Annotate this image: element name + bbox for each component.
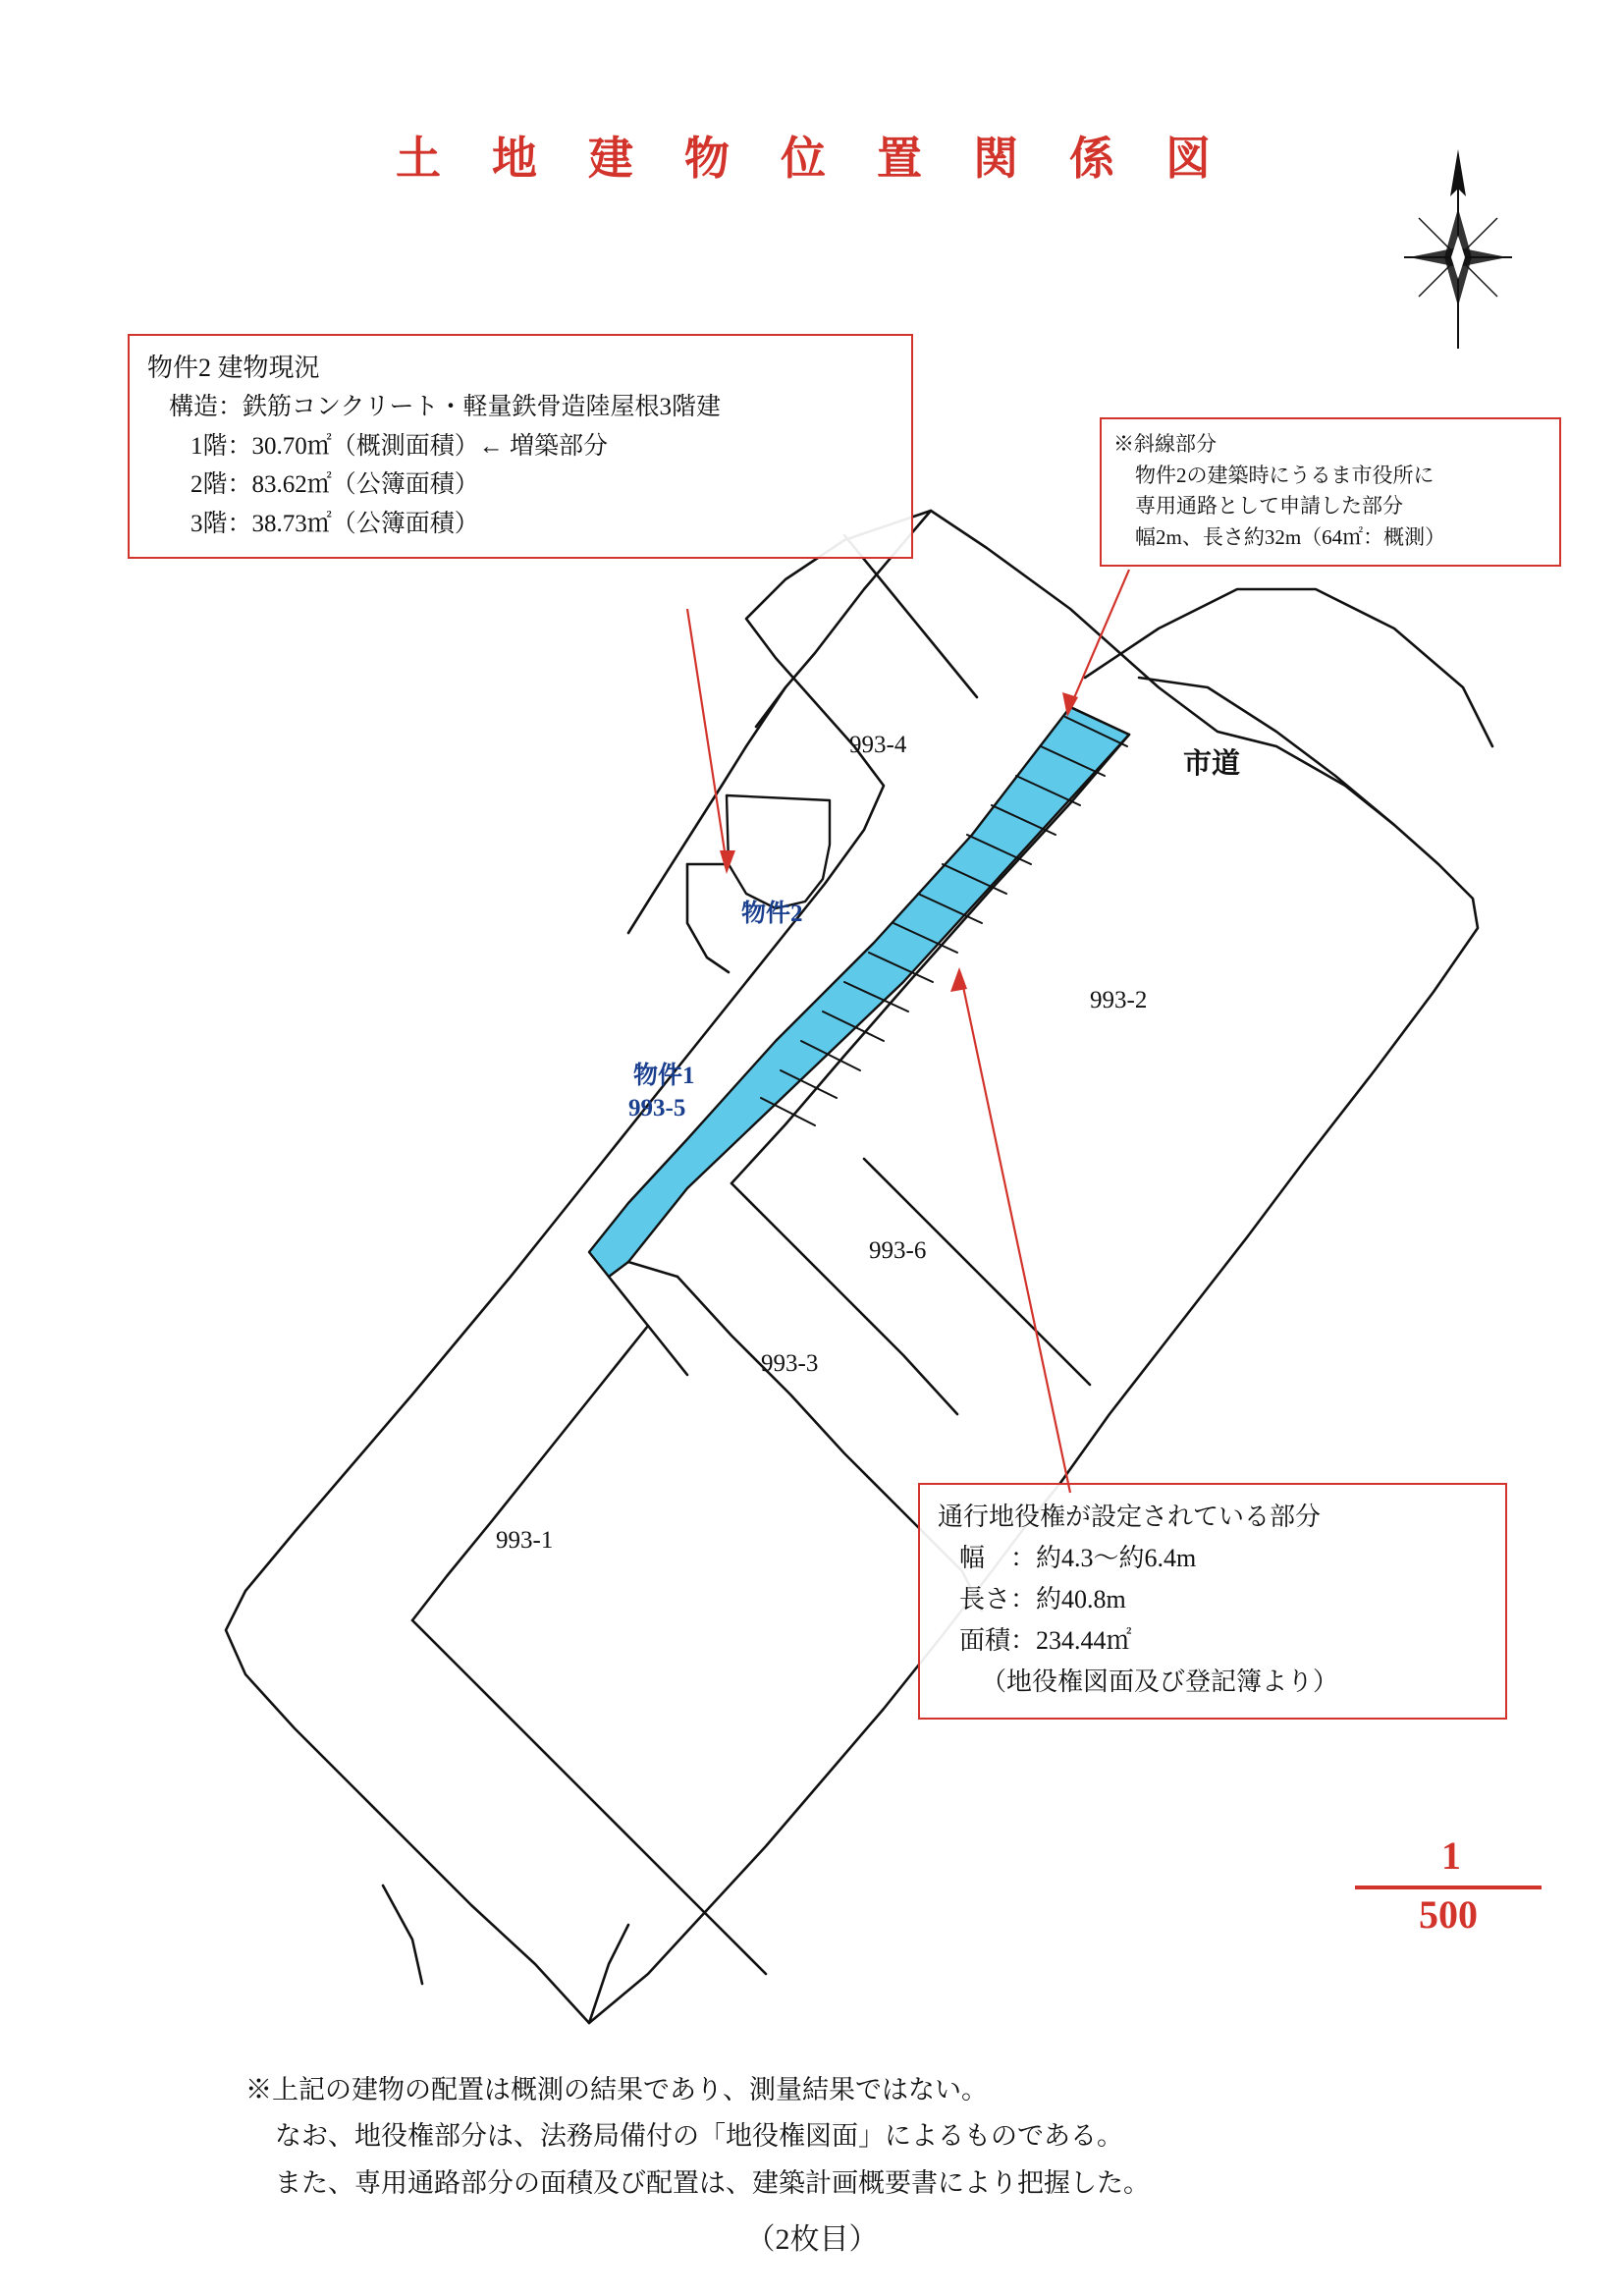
footnote-3: また、専用通路部分の面積及び配置は、建築計画概要書により把握した。: [275, 2167, 1150, 2198]
footnote-1: ※上記の建物の配置は概測の結果であり、測量結果ではない。: [245, 2075, 988, 2105]
callout-easement-line-3: 面積：234.44㎡: [959, 1626, 1132, 1656]
page-title: 土 地 建 物 位 置 関 係 図: [395, 132, 1229, 185]
scale-divider-line: [1355, 1886, 1542, 1889]
footnote-2: なお、地役権部分は、法務局備付の「地役権図面」によるものである。: [275, 2121, 1123, 2152]
callout-easement-heading: 通行地役権が設定されている部分: [938, 1503, 1322, 1531]
callout-building-line-1: 構造：鉄筋コンクリート・軽量鉄骨造陸屋根3階建: [169, 394, 722, 421]
map-label-city-road: 市道: [1183, 748, 1241, 780]
callout-easement-line-4: （地役権図面及び登記簿より）: [981, 1667, 1339, 1697]
map-label-993-6: 993-6: [869, 1237, 927, 1264]
callout-hatched-line-4: 幅2m、長さ約32m（64㎡：概測）: [1135, 524, 1446, 549]
page-mark: （2枚目）: [745, 2223, 879, 2256]
callout-hatched-line-2: 物件2の建築時にうるま市役所に: [1135, 463, 1435, 487]
map-label-property-1: 物件1: [633, 1063, 695, 1089]
map-label-993-2: 993-2: [1090, 987, 1148, 1013]
scale-bar: [1355, 1833, 1542, 1937]
map-label-993-1: 993-1: [496, 1527, 554, 1554]
callout-easement-line-1: 幅 ：約4.3〜約6.4m: [959, 1544, 1197, 1573]
map-label-993-3: 993-3: [761, 1350, 819, 1377]
callout-building-line-4: 3階：38.73㎡（公簿面積）: [190, 510, 479, 537]
callout-building-line-2: 1階：30.70㎡（概測面積）← 増築部分: [190, 432, 609, 460]
callout-easement-line-2: 長さ：約40.8m: [959, 1585, 1126, 1614]
callout-hatched-line-3: 専用通路として申請した部分: [1135, 494, 1403, 518]
callout-hatched-line-1: ※斜線部分: [1113, 432, 1217, 456]
map-label-993-4: 993-4: [849, 732, 907, 758]
scale-denominator: 500: [1419, 1892, 1478, 1937]
map-label-property-2: 物件2: [741, 901, 803, 927]
footnotes: [245, 2067, 1150, 2207]
callout-building-heading: 物件2 建物現況: [147, 354, 320, 382]
scale-numerator: 1: [1441, 1833, 1461, 1878]
map-label-property-1-parcel: 993-5: [628, 1095, 686, 1121]
callout-building-line-3: 2階：83.62㎡（公簿面積）: [190, 471, 479, 499]
